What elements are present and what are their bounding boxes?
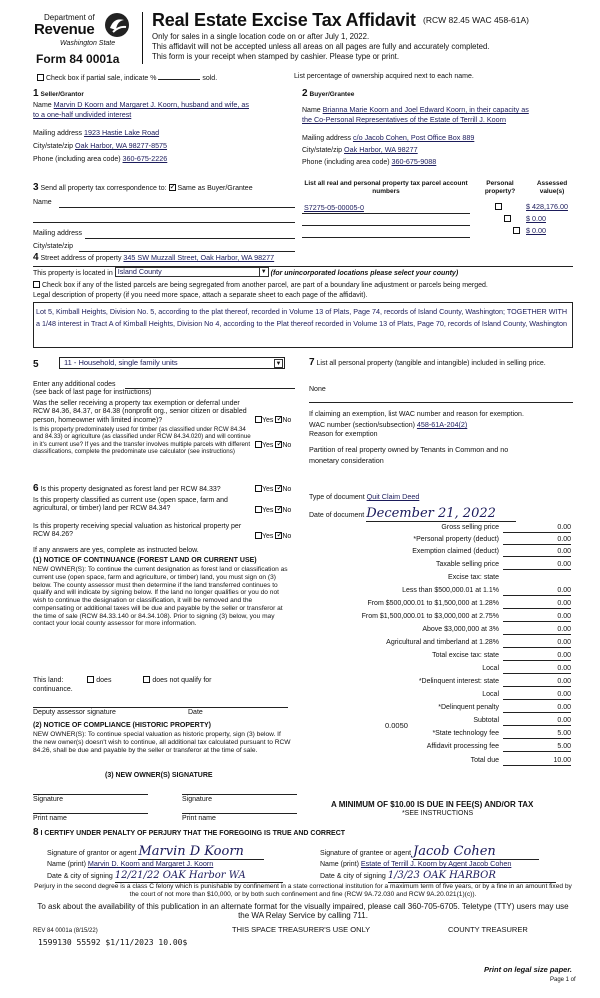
tax-row-value[interactable]: 0.00 [503,691,571,700]
seller-section [33,88,289,178]
grantee-date-label: Date & city of signing [320,873,386,880]
buyer-name[interactable]: Brianna Marie Koorn and Joel Edward Koorn, in their capacity as [322,105,529,114]
this-land-label: This land: [33,677,64,684]
tax-row-value[interactable]: 0.00 [503,561,571,570]
buyer-phone[interactable]: 360-675-9088 [391,157,437,166]
tax-row [305,652,573,663]
tax-row [305,626,573,637]
tax-row-label: Exemption claimed (deduct) [412,548,499,555]
section-6 [33,483,295,803]
tax-row [305,717,573,728]
q2-yes-checkbox[interactable] [255,441,262,448]
tax-row-label: Local [482,665,499,672]
codes-note: (see back of last page for instructions) [33,389,152,396]
forest-question: Is this property designated as forest land per RCW 84.33? [40,486,221,493]
historic-yes-checkbox[interactable] [255,532,262,539]
section-6-num: 6 [33,483,39,494]
q2-no-checkbox[interactable] [275,441,282,448]
does-not-checkbox[interactable] [143,676,150,683]
grantor-sig-label: Signature of grantor or agent [47,850,137,857]
forest-yes-label: Yes [262,486,274,493]
notice-3-heading: (3) NEW OWNER(S) SIGNATURE [105,772,213,779]
current-use-no-checkbox[interactable] [275,506,282,513]
tax-row-value[interactable]: 0.00 [503,704,571,713]
segregated-label: Check box if any of the listed parcels are being segregated from another parcel, are part of a boundary line adjustment or parcels being merged. [41,282,488,289]
personal-property-value[interactable]: None [309,386,326,393]
located-label: This property is located in [33,270,113,277]
notice-2-text: NEW OWNER(S): To continue special valuation as historic property, sign (3) below. If the new owner(s) doesn't wish to continue, all additional tax calculated pursuant to RCW 84.26, shall be due and payable by the seller or transferor at the time of sale. [33,731,291,754]
personal-property-label: List all personal property (tangible and intangible) included in selling price. [316,360,546,367]
owner-print-label: Print name [33,815,67,822]
doc-date[interactable]: December 21, 2022 [366,506,516,522]
tax-row [305,587,573,598]
parcel-col-3: Assessed value(s) [536,180,568,195]
tax-row [305,743,573,754]
county-note: (for unincorporated locations please select your county) [270,270,459,277]
current-use-question: Is this property classified as current use (open space, farm and agricultural, or timber) land per RCW 84.34? [33,497,228,513]
county-value: Island County [117,267,162,276]
form-number: Form 84 0001a [36,52,120,66]
seller-mailing[interactable]: 1923 Hastie Lake Road [83,128,160,137]
assessed-value-2[interactable]: $ 0.00 [526,214,546,223]
tax-table [305,522,573,809]
tax-row [305,613,573,624]
tax-row-label: Total excise tax: state [432,652,499,659]
minimum-due: A MINIMUM OF $10.00 IS DUE IN FEE(S) AND/OR TAX [331,800,534,809]
correspondence-section [33,182,295,252]
state-line: Washington State [60,40,116,47]
current-use-yes-label: Yes [262,507,274,514]
exemption-question: Was the seller receiving a property tax exemption or deferral under RCW 84.36, 84.37, or 84.38 (nonprofit org., senior citizen or disabled person, homeowner with limited income)? [33,400,247,424]
historic-no-label: No [282,533,292,540]
segregated-checkbox[interactable] [33,281,40,288]
doc-type[interactable]: Quit Claim Deed [366,492,420,501]
property-section [33,252,573,352]
legal-description: Lot 5, Kimball Heights, Division No. 5, according to the plat thereof, recorded in Volume 13 of Plats, Page 74, records of Island County, Washington; TOGETHER WITH a 1/48 interest in Tract A of Kimball Heights, Division No 4, according to the Plat thereof recorded in Volume 13 of Plats, Page 70, records of Island County, Washington [36,307,568,328]
seller-mailing-label: Mailing address [33,130,83,137]
tax-row [305,561,573,572]
parcel-col-2: Personal property? [484,180,516,195]
q1-no-label: No [282,417,292,424]
seller-name[interactable]: Marvin D Koorn and Margaret J. Koorn, husband and wife, as [53,100,250,109]
tax-row-value[interactable]: 0.00 [503,587,571,596]
q1-yes-label: Yes [262,417,274,424]
tax-row [305,639,573,650]
chevron-down-icon: ▼ [275,361,282,367]
does-checkbox[interactable] [87,676,94,683]
tax-row-label: Affidavit processing fee [426,743,499,750]
tax-row [305,665,573,676]
tax-row-value[interactable]: 0.00 [503,665,571,674]
buyer-mailing[interactable]: c/o Jacob Cohen, Post Office Box 889 [352,133,475,142]
exemption-reason[interactable]: Partition of real property owned by Tenants in Common and no monetary consideration [309,445,509,466]
legal-label: Legal description of property (if you need more space, attach a separate sheet to each page of the affidavit). [33,292,368,299]
correspondence-city-label: City/state/zip [33,243,74,250]
buyer-section [302,88,572,178]
seller-city[interactable]: Oak Harbor, WA 98277-8575 [75,141,168,150]
tax-row [305,691,573,702]
historic-no-checkbox[interactable] [275,532,282,539]
grantor-name-label: Name (print) [47,861,86,868]
ownership-note: List percentage of ownership acquired next to each name. [294,73,474,80]
tax-row-label: Local [482,691,499,698]
doc-type-label: Type of document [309,494,365,501]
seller-phone-label: Phone (including area code) [33,156,121,163]
tax-row-value[interactable]: 0.00 [503,717,571,726]
same-as-buyer-label: Same as Buyer/Grantee [177,185,253,192]
deputy-date-label: Date [188,709,203,716]
county-select[interactable] [115,267,269,277]
legal-description-box[interactable] [33,302,573,348]
tax-row-label: From $500,000.01 to $1,500,000 at 1.28% [367,600,499,607]
buyer-phone-label: Phone (including area code) [302,159,390,166]
notice-1-text: NEW OWNER(S): To continue the current designation as forest land or classification as current use (open space, farm and agriculture, or timber) land, you must sign on (3) below. The county assessor must then determine if the land transferred continues to qualify and will indicate by signing below. If the land no longer qualifies or you do not wish to continue the designation or classification, it will be removed and the compensating or additional taxes will be due and payable by the seller or transferor at the time of sale (RCW 84.33.140 or 84.34.108). Prior to signing (3) below, you may contact your local county assessor for more information. [33,566,288,628]
tax-row-label: *Delinquent penalty [438,704,499,711]
does-label: does [96,677,112,684]
instructions-line: If any answers are yes, complete as instructed below. [33,547,199,554]
correspondence-mailing-label: Mailing address [33,230,83,237]
codes-label: Enter any additional codes [33,381,116,388]
partial-sale-checkbox[interactable] [37,74,44,81]
header-divider [142,12,143,64]
tax-row-value[interactable]: 0.00 [503,536,571,545]
seller-num: 1 [33,88,39,99]
historic-yes-label: Yes [262,533,274,540]
tax-row-label: Total due [470,757,499,764]
tax-row-label: *State technology fee [432,730,499,737]
exemption-label: If claiming an exemption, list WAC number and reason for exemption. [309,411,524,418]
cashier-stamp: 1599130 55592 $1/11/2023 10.00$ [38,938,188,947]
forest-no-label: No [282,486,292,493]
parcel-row [304,204,364,213]
tax-row-label: Agricultural and timberland at 1.28% [386,639,499,646]
continuance-label: continuance. [33,686,73,693]
section-8-num: 8 [33,827,39,838]
section-5-num: 5 [33,359,39,370]
partial-sale-sold: sold. [202,75,218,82]
county-treasurer: COUNTY TREASURER [448,925,528,934]
revenue-wordmark: Revenue [34,21,95,38]
grantee-sig-label: Signature of grantee or agent [320,850,412,857]
tax-row-label: From $1,500,000.01 to $3,000,000 at 2.75% [361,613,499,620]
legal-size-note: Print on legal size paper. [484,965,572,974]
form-rcw: (RCW 82.45 WAC 458-61A) [423,15,529,25]
tax-row-label: Excise tax: state [448,574,499,581]
logo-swirl-icon [104,12,130,38]
forest-no-checkbox[interactable] [275,485,282,492]
tax-row-value[interactable]: 0.00 [503,652,571,661]
street-address[interactable]: 345 SW Muzzall Street, Oak Harbor, WA 98277 [123,253,275,262]
tax-row-value[interactable]: 0.00 [503,639,571,648]
wac-number[interactable]: 458-61A-204(2) [416,420,468,429]
chevron-down-icon: ▼ [259,268,268,277]
grantor-date-label: Date & city of signing [47,873,113,880]
q2-yes-label: Yes [262,442,274,449]
tax-row [305,730,573,741]
treasurer-only: THIS SPACE TREASURER'S USE ONLY [232,925,371,934]
correspondence-label: Send all property tax correspondence to: [40,185,167,192]
land-use-select[interactable] [59,357,285,369]
parcel-number[interactable]: S7275-05-00005-0 [304,203,364,212]
tax-row [305,536,573,547]
partial-sale-label: Check box if partial sale, indicate % [45,75,157,82]
grantor-signature[interactable]: Marvin D Koorn [138,844,264,860]
correspondence-num: 3 [33,182,39,193]
parcel-table [302,180,572,246]
seller-heading: Seller/Grantor [40,91,84,98]
tax-row-value[interactable]: 5.00 [503,730,571,739]
perjury-text: Perjury in the second degree is a class C felony which is punishable by confinement in a state correctional institution for a maximum term of five years, or by a fine in an amount fixed by the court of not more than $10,000, or by both such confinement and fine (RCW 9A.72.030 and RCW 9A.20.021(1)(c)). [34,883,572,898]
seller-phone[interactable]: 360-675-2226 [122,154,168,163]
tax-row [305,574,573,585]
section-5 [33,357,295,497]
buyer-name-2[interactable]: the Co-Personal Representatives of the Estate of Terrill J. Koorn [302,115,507,124]
tax-row-value[interactable]: 0.00 [503,613,571,622]
header-note-1: Only for sales in a single location code on or after July 1, 2022. [152,32,370,41]
grantee-date[interactable]: 1/3/23 OAK HARBOR [388,870,556,883]
deputy-signature-label: Deputy assessor signature [33,709,116,716]
seller-name-2[interactable]: to a one-half undivided interest [33,110,132,119]
section-8 [33,827,573,879]
timber-question: Is this property predominately used for timber (as classified under RCW 84.34 and 84.33) or agriculture (as classified under RCW 84.34.020) and will continue in it's current use? If yes and the transfer involves multiple parcels with different classifications, complete the predominate use calculator (see instructions) [33,426,251,455]
buyer-num: 2 [302,88,308,99]
section-7 [309,357,573,527]
perjury-notice [33,883,573,899]
dept-line: Department of [44,13,95,22]
dor-logo [30,10,135,52]
tax-row-value[interactable]: 0.00 [503,524,571,533]
grantor-date[interactable]: 12/21/22 OAK Harbor WA [115,870,283,883]
forest-yes-checkbox[interactable] [255,485,262,492]
see-instructions: *SEE INSTRUCTIONS [402,810,474,817]
partial-sale-row [37,74,217,83]
tax-row-label: Above $3,000,000 at 3% [422,626,499,633]
notice-2-heading: (2) NOTICE OF COMPLIANCE (HISTORIC PROPERTY) [33,722,211,729]
correspondence-name-label: Name [33,199,52,206]
grantee-signature[interactable]: Jacob Cohen [413,844,539,860]
tax-row [305,757,573,768]
buyer-mailing-label: Mailing address [302,135,352,142]
tax-row-label: *Delinquent interest: state [418,678,499,685]
tax-row-value[interactable]: 0.00 [503,600,571,609]
revision: REV 84 0001a (8/15/22) [33,928,98,934]
alt-format-notice: To ask about the availability of this publication in an alternate format for the visually impaired, please call 360-705-6705. Teletype (TTY) users may use the WA Relay Service by calling 711. [37,902,569,921]
tax-row-label: *Personal property (deduct) [413,536,499,543]
certify-statement: I CERTIFY UNDER PENALTY OF PERJURY THAT THE FOREGOING IS TRUE AND CORRECT [40,830,346,837]
tax-row-label: Subtotal [473,717,499,724]
assessed-value-3[interactable]: $ 0.00 [526,226,546,235]
property-num: 4 [33,252,39,263]
grantee-name[interactable]: Estate of Terrill J. Koorn by Agent Jacob Cohen [360,859,512,868]
header-note-3: This form is your receipt when stamped by cashier. Please type or print. [152,52,400,61]
owner-signature-label: Signature [33,796,63,803]
tax-row-value[interactable]: 0.00 [503,548,571,557]
local-rate: 0.0050 [385,721,408,730]
tax-row-label: Taxable selling price [435,561,499,568]
section-7-num: 7 [309,357,315,368]
buyer-heading: Buyer/Grantee [309,91,355,98]
personal-property-checkbox-3[interactable] [513,227,520,234]
same-as-buyer-checkbox[interactable] [169,184,176,191]
tax-row-label: Gross selling price [441,524,499,531]
grantor-name[interactable]: Marvin D. Koorn and Margaret J. Koorn [87,859,214,868]
header-note-2: This affidavit will not be accepted unless all areas on all pages are fully and accurately completed. [152,42,490,51]
tax-row-value[interactable]: 0.00 [503,678,571,687]
tax-row [305,524,573,535]
does-not-label: does not qualify for [152,677,212,684]
owner-signature-label-2: Signature [182,796,212,803]
tax-row-value[interactable]: 0.00 [503,626,571,635]
buyer-city-label: City/state/zip [302,147,343,154]
notice-1-heading: (1) NOTICE OF CONTINUANCE (FOREST LAND OR CURRENT USE) [33,557,257,564]
buyer-city[interactable]: Oak Harbor, WA 98277 [344,145,418,154]
wac-label: WAC number (section/subsection) [309,422,415,429]
street-label: Street address of property [40,255,122,262]
tax-row [305,704,573,715]
historic-question: Is this property receiving special valuation as historical property per RCW 84.26? [33,523,242,539]
personal-property-checkbox-2[interactable] [504,215,511,222]
tax-row [305,548,573,559]
seller-name-label: Name [33,102,52,109]
current-use-yes-checkbox[interactable] [255,506,262,513]
page-number: Page 1 of [550,977,576,983]
q2-no-label: No [282,442,292,449]
owner-print-label-2: Print name [182,815,216,822]
tax-row-value[interactable]: 10.00 [503,757,571,766]
grantee-name-label: Name (print) [320,861,359,868]
seller-city-label: City/state/zip [33,143,74,150]
form-title: Real Estate Excise Tax Affidavit [152,10,416,30]
tax-row-label: Less than $500,000.01 at 1.1% [402,587,499,594]
buyer-name-label: Name [302,107,321,114]
tax-row-value[interactable]: 5.00 [503,743,571,752]
land-use-value: 11 - Household, single family units [64,358,178,367]
parcel-col-1: List all real and personal property tax parcel account numbers [304,180,468,195]
tax-row [305,678,573,689]
assessed-value-1[interactable]: $ 428,176.00 [526,202,568,211]
doc-date-label: Date of document [309,512,365,519]
current-use-no-label: No [282,507,292,514]
reason-label: Reason for exemption [309,431,378,438]
personal-property-checkbox-1[interactable] [495,203,502,210]
tax-row [305,600,573,611]
q1-yes-checkbox[interactable] [255,416,262,423]
q1-no-checkbox[interactable] [275,416,282,423]
